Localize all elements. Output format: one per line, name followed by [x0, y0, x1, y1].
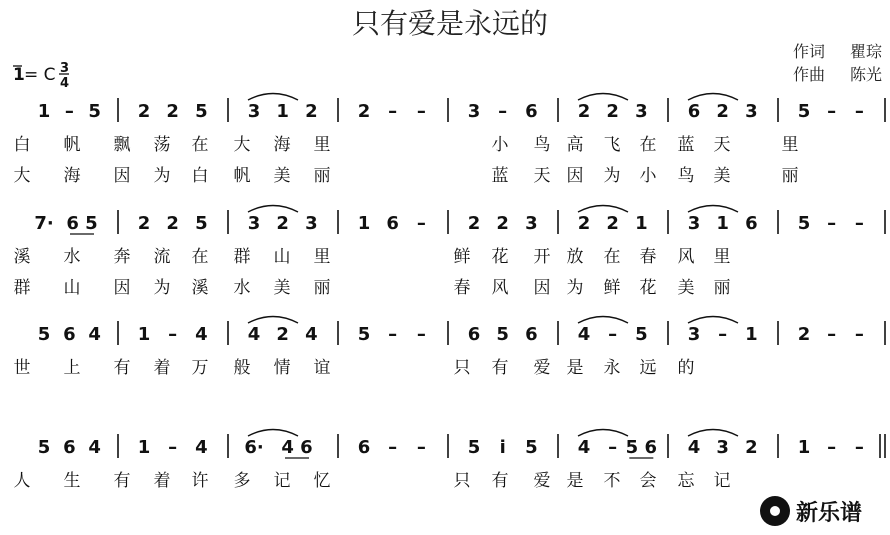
note: 5: [37, 324, 51, 345]
record-center-icon: [770, 506, 780, 516]
note: –: [854, 101, 864, 122]
note: –: [388, 437, 398, 458]
lyric-char: 永: [603, 358, 621, 378]
lyric-char: 有: [113, 471, 131, 491]
slur: [248, 94, 298, 101]
key-signature: [13, 61, 69, 91]
note: –: [827, 101, 837, 122]
note: –: [416, 101, 426, 122]
music-systems: [14, 94, 886, 492]
note: 5: [797, 213, 811, 234]
composer-label: 作曲: [793, 65, 826, 84]
note: –: [827, 324, 837, 345]
note: 6: [467, 324, 481, 345]
lyric-char: 风: [677, 247, 695, 267]
lyric-char: 飞: [603, 135, 621, 155]
slur: [578, 430, 628, 437]
time-bottom: 4: [60, 76, 70, 91]
note: 2: [577, 101, 591, 122]
lyric-char: 高: [566, 135, 584, 155]
note: 4 6: [281, 437, 313, 458]
slur: [248, 317, 298, 324]
note: 3: [687, 324, 701, 345]
lyric-char: 人: [13, 471, 31, 491]
note: 3: [247, 101, 261, 122]
lyric-char: 在: [639, 135, 657, 155]
note: –: [416, 437, 426, 458]
note: 6: [386, 213, 399, 234]
note: 3: [687, 213, 701, 234]
lyric-char: 丽: [713, 278, 731, 298]
note: 3: [247, 213, 261, 234]
note: 1: [137, 437, 151, 458]
lyric-char: 奔: [113, 247, 131, 267]
lyric-char: 爱: [533, 358, 551, 378]
lyric-char: 白: [13, 135, 31, 155]
lyric-char: 上: [63, 358, 81, 378]
note: 4: [577, 437, 591, 458]
lyric-char: 美: [677, 278, 695, 298]
lyric-char: 为: [566, 278, 584, 298]
slur: [688, 317, 738, 324]
key-tonic: 1: [13, 65, 25, 85]
note: –: [416, 213, 426, 234]
slur: [688, 206, 738, 213]
lyric-char: 只: [453, 358, 471, 378]
lyric-char: 记: [713, 471, 731, 491]
lyric-char: 春: [453, 278, 471, 298]
lyric-char: 鸟: [677, 166, 695, 186]
note: 2: [276, 213, 289, 234]
note: –: [168, 437, 178, 458]
note: 6: [687, 101, 701, 122]
note: 2: [716, 101, 729, 122]
note: 2: [305, 101, 318, 122]
note: 2: [745, 437, 758, 458]
lyricist-name: 瞿琮: [850, 42, 883, 61]
lyric-char: 白: [191, 166, 209, 186]
note: –: [388, 101, 398, 122]
lyric-char: 鲜: [453, 247, 471, 267]
note: 2: [137, 101, 151, 122]
lyric-char: 里: [313, 135, 331, 155]
note: 1: [37, 101, 51, 122]
note: 3: [305, 213, 318, 234]
lyric-char: 里: [781, 135, 799, 155]
lyric-char: 海: [273, 135, 291, 155]
note: 2: [496, 213, 509, 234]
lyric-char: 春: [639, 247, 657, 267]
lyric-char: 远: [639, 358, 657, 378]
lyric-char: 生: [63, 471, 81, 491]
lyric-char: 在: [191, 247, 209, 267]
site-logo: [760, 496, 862, 526]
lyric-char: 风: [491, 278, 509, 298]
lyric-char: 有: [113, 358, 131, 378]
lyric-char: 着: [153, 471, 171, 491]
lyric-char: 世: [13, 358, 31, 378]
lyric-char: 荡: [153, 135, 171, 155]
lyric-char: 小: [639, 166, 657, 186]
note: 7·: [34, 213, 54, 234]
slur: [688, 94, 738, 101]
slur: [688, 430, 738, 437]
lyric-char: 帆: [233, 166, 251, 186]
note: 5 6: [625, 437, 657, 458]
lyric-char: 着: [153, 358, 171, 378]
note: 2: [606, 101, 619, 122]
note: i: [499, 437, 506, 458]
lyric-char: 为: [603, 166, 621, 186]
lyric-char: 是: [566, 358, 584, 378]
lyric-char: 丽: [313, 166, 331, 186]
note: –: [854, 324, 864, 345]
note: 2: [577, 213, 591, 234]
lyric-char: 在: [191, 135, 209, 155]
note: 2: [467, 213, 481, 234]
note: 5: [195, 213, 208, 234]
note: 5: [496, 324, 509, 345]
note: –: [854, 213, 864, 234]
note: 2: [606, 213, 619, 234]
lyric-char: 群: [13, 278, 31, 298]
slur: [578, 317, 628, 324]
lyric-char: 溪: [13, 247, 31, 267]
lyric-char: 水: [233, 278, 251, 298]
lyric-char: 为: [153, 278, 171, 298]
lyric-char: 美: [273, 278, 291, 298]
note: –: [498, 101, 508, 122]
lyric-char: 丽: [313, 278, 331, 298]
lyric-char: 爱: [533, 471, 551, 491]
lyric-char: 不: [603, 471, 621, 491]
lyric-char: 般: [233, 358, 251, 378]
note: 2: [276, 324, 289, 345]
lyric-char: 因: [113, 278, 131, 298]
note: –: [388, 324, 398, 345]
lyric-char: 花: [639, 278, 657, 298]
slur: [248, 430, 298, 437]
note: 1: [797, 437, 811, 458]
lyric-char: 在: [603, 247, 621, 267]
lyric-char: 忆: [313, 471, 331, 491]
note: 4: [577, 324, 591, 345]
note: 5: [88, 101, 101, 122]
lyric-char: 流: [153, 247, 171, 267]
lyric-char: 天: [713, 135, 731, 155]
lyric-char: 忘: [677, 471, 695, 491]
note: –: [718, 324, 728, 345]
note: –: [608, 437, 618, 458]
note: 6: [63, 324, 76, 345]
note: –: [827, 213, 837, 234]
song-title: 只有爱是永远的: [351, 7, 549, 40]
note: 6: [63, 437, 76, 458]
note: 4: [687, 437, 701, 458]
logo-text: 新乐谱: [796, 501, 863, 526]
lyric-char: 鲜: [603, 278, 621, 298]
note: 3: [635, 101, 648, 122]
lyric-char: 蓝: [677, 135, 695, 155]
lyric-char: 群: [233, 247, 251, 267]
note: 2: [166, 213, 179, 234]
lyric-char: 鸟: [533, 135, 551, 155]
lyric-char: 的: [677, 358, 695, 378]
lyric-char: 情: [273, 358, 291, 378]
note: 1: [276, 101, 289, 122]
note: 6 5: [66, 213, 98, 234]
lyric-char: 花: [491, 247, 509, 267]
note: 6: [525, 101, 538, 122]
lyric-char: 为: [153, 166, 171, 186]
lyric-char: 多: [233, 471, 251, 491]
note: 4: [88, 324, 101, 345]
note: 1: [137, 324, 151, 345]
slur: [248, 206, 298, 213]
note: 2: [797, 324, 811, 345]
lyric-char: 山: [63, 278, 81, 298]
note: 4: [195, 324, 208, 345]
note: 1: [745, 324, 758, 345]
lyric-char: 美: [713, 166, 731, 186]
lyric-char: 小: [491, 135, 509, 155]
key-equals: = C: [24, 65, 56, 85]
lyric-char: 里: [313, 247, 331, 267]
note: 1: [716, 213, 729, 234]
lyric-char: 只: [453, 471, 471, 491]
note: 2: [137, 213, 151, 234]
note: 4: [88, 437, 101, 458]
lyric-char: 山: [273, 247, 291, 267]
note: 1: [635, 213, 648, 234]
lyric-char: 美: [273, 166, 291, 186]
lyric-char: 记: [273, 471, 291, 491]
lyric-char: 因: [566, 166, 584, 186]
lyric-char: 因: [113, 166, 131, 186]
lyric-char: 会: [639, 471, 657, 491]
lyric-char: 许: [191, 471, 209, 491]
note: –: [608, 324, 618, 345]
note: 3: [525, 213, 538, 234]
note: 3: [745, 101, 758, 122]
note: –: [168, 324, 178, 345]
lyric-char: 天: [533, 166, 551, 186]
note: –: [827, 437, 837, 458]
note: 5: [357, 324, 371, 345]
lyric-char: 放: [566, 247, 584, 267]
lyric-char: 飘: [113, 135, 131, 155]
lyricist-label: 作词: [793, 42, 826, 61]
slur: [578, 206, 628, 213]
note: 4: [305, 324, 318, 345]
lyric-char: 是: [566, 471, 584, 491]
lyric-char: 溪: [191, 278, 209, 298]
note: 2: [166, 101, 179, 122]
lyric-char: 大: [13, 166, 31, 186]
lyric-char: 有: [491, 358, 509, 378]
lyric-char: 帆: [63, 135, 81, 155]
note: 3: [716, 437, 729, 458]
note: –: [416, 324, 426, 345]
note: 6: [357, 437, 371, 458]
lyric-char: 开: [533, 247, 551, 267]
composer-name: 陈光: [850, 65, 883, 84]
lyric-char: 海: [63, 166, 81, 186]
slur: [578, 94, 628, 101]
lyric-char: 谊: [313, 358, 331, 378]
note: 2: [357, 101, 371, 122]
note: –: [854, 437, 864, 458]
lyric-char: 万: [191, 358, 209, 378]
note: 1: [357, 213, 371, 234]
note: 6·: [244, 437, 264, 458]
note: –: [64, 101, 74, 122]
note: 5: [635, 324, 648, 345]
note: 5: [525, 437, 538, 458]
lyric-char: 因: [533, 278, 551, 298]
note: 5: [797, 101, 811, 122]
lyric-char: 丽: [781, 166, 799, 186]
lyric-char: 大: [233, 135, 251, 155]
note: 3: [467, 101, 481, 122]
note: 5: [467, 437, 481, 458]
lyric-char: 有: [491, 471, 509, 491]
note: 6: [525, 324, 538, 345]
note: 5: [37, 437, 51, 458]
lyric-char: 水: [63, 247, 81, 267]
note: 5: [195, 101, 208, 122]
time-top: 3: [60, 61, 70, 76]
lyric-char: 蓝: [491, 166, 509, 186]
note: 6: [745, 213, 758, 234]
note: 4: [247, 324, 261, 345]
note: 4: [195, 437, 208, 458]
lyric-char: 里: [713, 247, 731, 267]
